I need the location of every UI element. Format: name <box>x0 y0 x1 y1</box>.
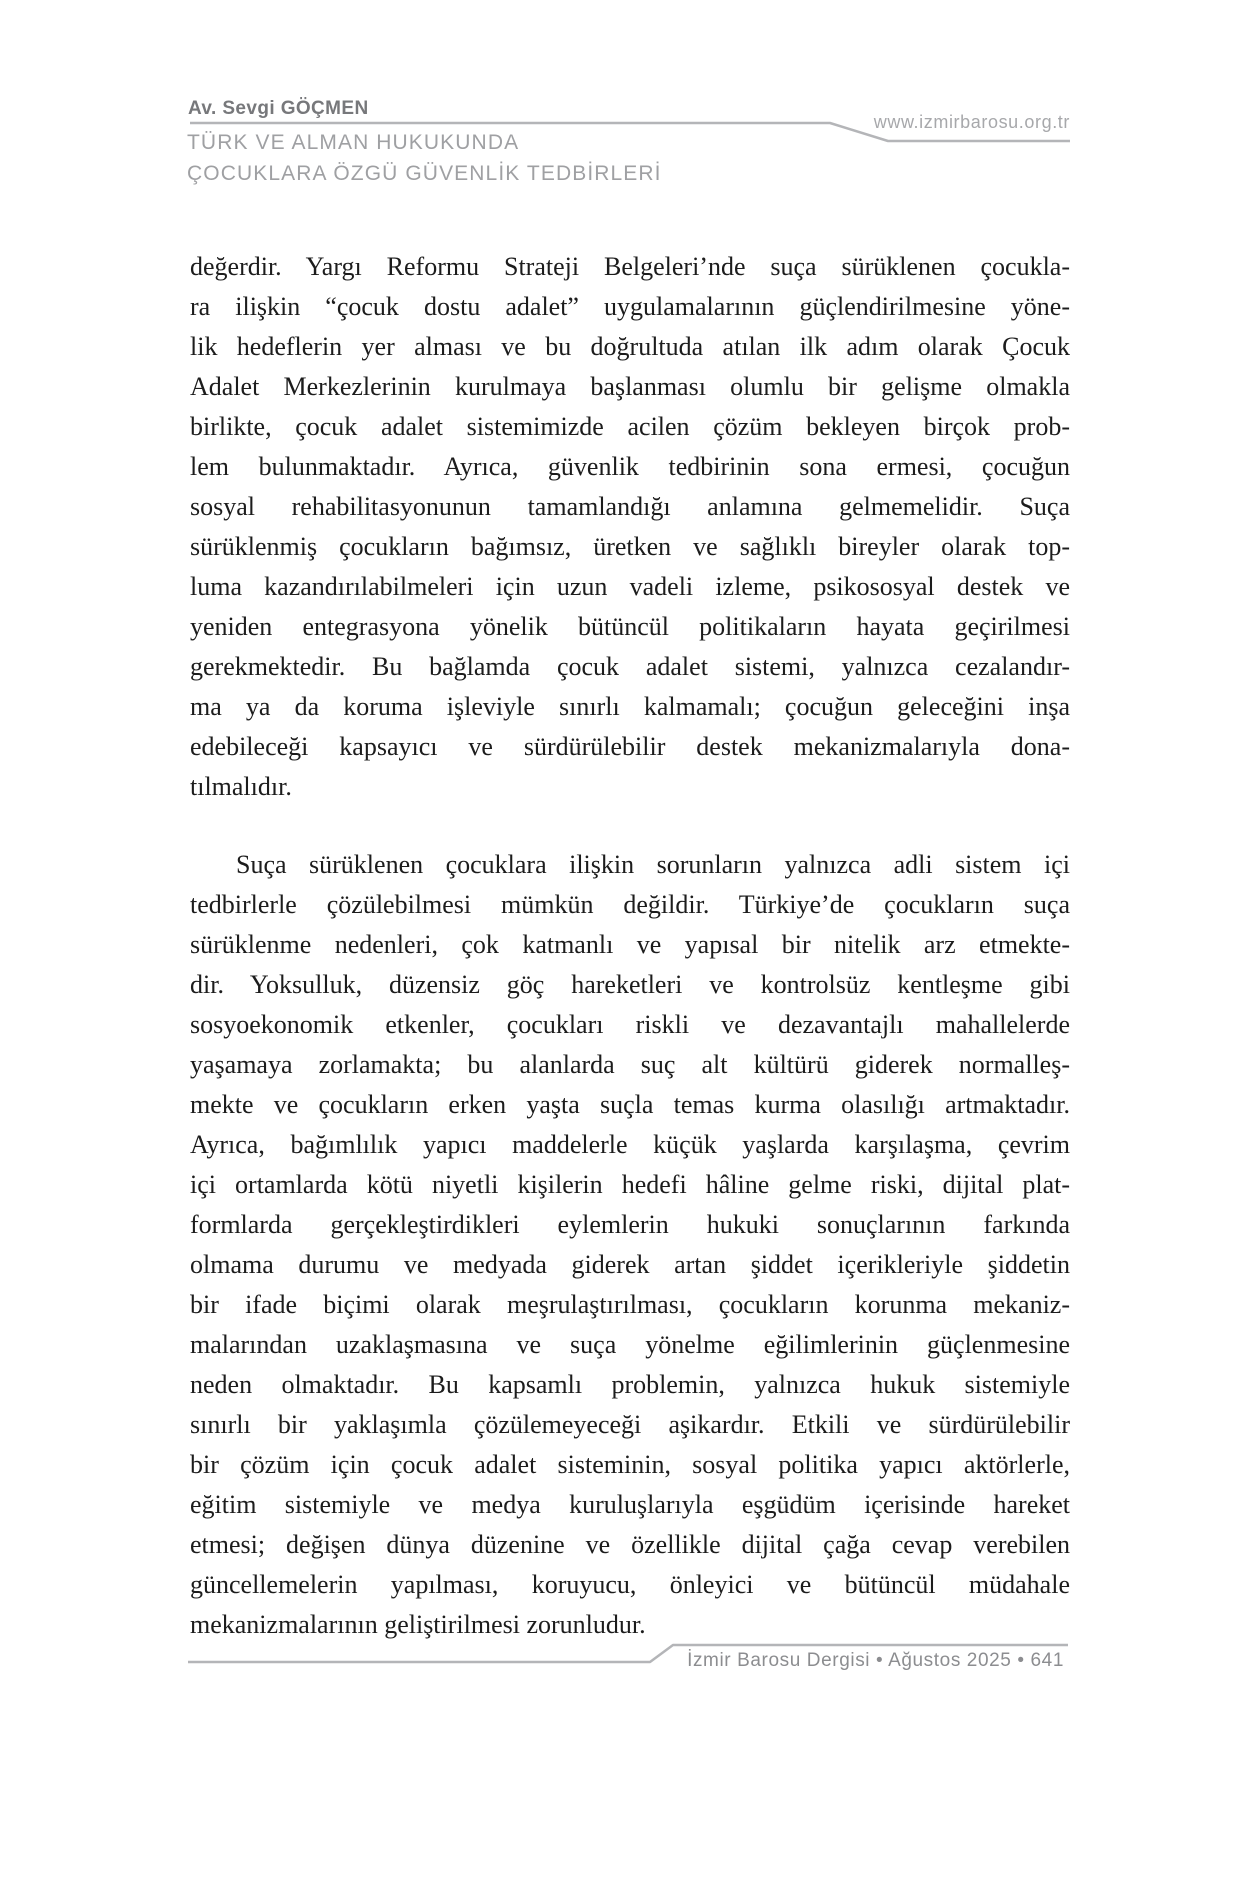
text-line: dir. Yoksulluk, düzensiz göç hareketleri ve kontrolsüz kentleşme gibi <box>190 970 1070 999</box>
footer-journal-info: İzmir Barosu Dergisi • Ağustos 2025 • 641 <box>687 1650 1064 1671</box>
text-line: Ayrıca, bağımlılık yapıcı maddelerle küçük yaşlarda karşılaşma, çevrim <box>190 1130 1070 1159</box>
paragraph <box>190 845 1070 1645</box>
text-line: gerekmektedir. Bu bağlamda çocuk adalet sistemi, yalnızca cezalandır- <box>190 652 1070 681</box>
text-line: tedbirlerle çözülebilmesi mümkün değildir. Türkiye’de çocukların suça <box>190 890 1070 919</box>
paragraph <box>190 247 1070 807</box>
article-text <box>190 247 1070 1645</box>
text-line: sınırlı bir yaklaşımla çözülemeyeceği aşikardır. Etkili ve sürdürülebilir <box>190 1410 1070 1439</box>
text-line: etmesi; değişen dünya düzenine ve özellikle dijital çağa cevap verebilen <box>190 1530 1070 1559</box>
text-line: Suça sürüklenen çocuklara ilişkin sorunların yalnızca adli sistem içi <box>236 850 1070 879</box>
text-line: mekanizmalarının geliştirilmesi zorunludur. <box>190 1610 646 1639</box>
text-line: bir ifade biçimi olarak meşrulaştırılması, çocukların korunma mekaniz- <box>190 1290 1070 1319</box>
text-line: sosyoekonomik etkenler, çocukları riskli ve dezavantajlı mahallelerde <box>190 1010 1070 1039</box>
text-line: lem bulunmaktadır. Ayrıca, güvenlik tedbirinin sona ermesi, çocuğun <box>190 452 1070 481</box>
text-line: yeniden entegrasyona yönelik bütüncül politikaların hayata geçirilmesi <box>190 612 1070 641</box>
text-line: neden olmaktadır. Bu kapsamlı problemin, yalnızca hukuk sistemiyle <box>190 1370 1070 1399</box>
text-line: değerdir. Yargı Reformu Strateji Belgeleri’nde suça sürüklenen çocukla- <box>190 252 1070 281</box>
text-line: lik hedeflerin yer alması ve bu doğrultuda atılan ilk adım olarak Çocuk <box>190 332 1070 361</box>
text-line: ma ya da koruma işleviyle sınırlı kalmamalı; çocuğun geleceğini inşa <box>190 692 1070 721</box>
text-line: sürüklenmiş çocukların bağımsız, üretken ve sağlıklı bireyler olarak top- <box>190 532 1070 561</box>
text-line: Adalet Merkezlerinin kurulmaya başlanması olumlu bir gelişme olmakla <box>190 372 1070 401</box>
text-line: eğitim sistemiyle ve medya kuruluşlarıyla eşgüdüm içerisinde hareket <box>190 1490 1070 1519</box>
text-line: formlarda gerçekleştirdikleri eylemlerin hukuki sonuçlarının farkında <box>190 1210 1070 1239</box>
website-url: www.izmirbarosu.org.tr <box>873 112 1070 132</box>
text-line: sürüklenme nedenleri, çok katmanlı ve yapısal bir nitelik arz etmekte- <box>190 930 1070 959</box>
text-line: birlikte, çocuk adalet sistemimizde acilen çözüm bekleyen birçok prob- <box>190 412 1070 441</box>
text-line: bir çözüm için çocuk adalet sisteminin, sosyal politika yapıcı aktörlerle, <box>190 1450 1070 1479</box>
text-line: mekte ve çocukların erken yaşta suçla temas kurma olasılığı artmaktadır. <box>190 1090 1070 1119</box>
article-title <box>187 127 662 189</box>
article-title-line2: ÇOCUKLARA ÖZGÜ GÜVENLİK TEDBİRLERİ <box>187 162 662 185</box>
text-line: olmama durumu ve medyada giderek artan şiddet içerikleriyle şiddetin <box>190 1250 1070 1279</box>
text-line: sosyal rehabilitasyonunun tamamlandığı anlamına gelmemelidir. Suça <box>190 492 1070 521</box>
text-line: edebileceği kapsayıcı ve sürdürülebilir destek mekanizmalarıyla dona- <box>190 732 1070 761</box>
text-line: yaşamaya zorlamakta; bu alanlarda suç alt kültürü giderek normalleş- <box>190 1050 1070 1079</box>
text-line: tılmalıdır. <box>190 772 292 801</box>
text-line: ra ilişkin “çocuk dostu adalet” uygulamalarının güçlendirilmesine yöne- <box>190 292 1070 321</box>
author-name: Av. Sevgi GÖÇMEN <box>188 98 369 119</box>
text-line: güncellemelerin yapılması, koruyucu, önleyici ve bütüncül müdahale <box>190 1570 1070 1599</box>
text-line: içi ortamlarda kötü niyetli kişilerin hedefi hâline gelme riski, dijital plat- <box>190 1170 1070 1199</box>
text-line: malarından uzaklaşmasına ve suça yönelme eğilimlerinin güçlenmesine <box>190 1330 1070 1359</box>
text-line: luma kazandırılabilmeleri için uzun vadeli izleme, psikososyal destek ve <box>190 572 1070 601</box>
article-title-line1: TÜRK VE ALMAN HUKUKUNDA <box>187 131 520 154</box>
